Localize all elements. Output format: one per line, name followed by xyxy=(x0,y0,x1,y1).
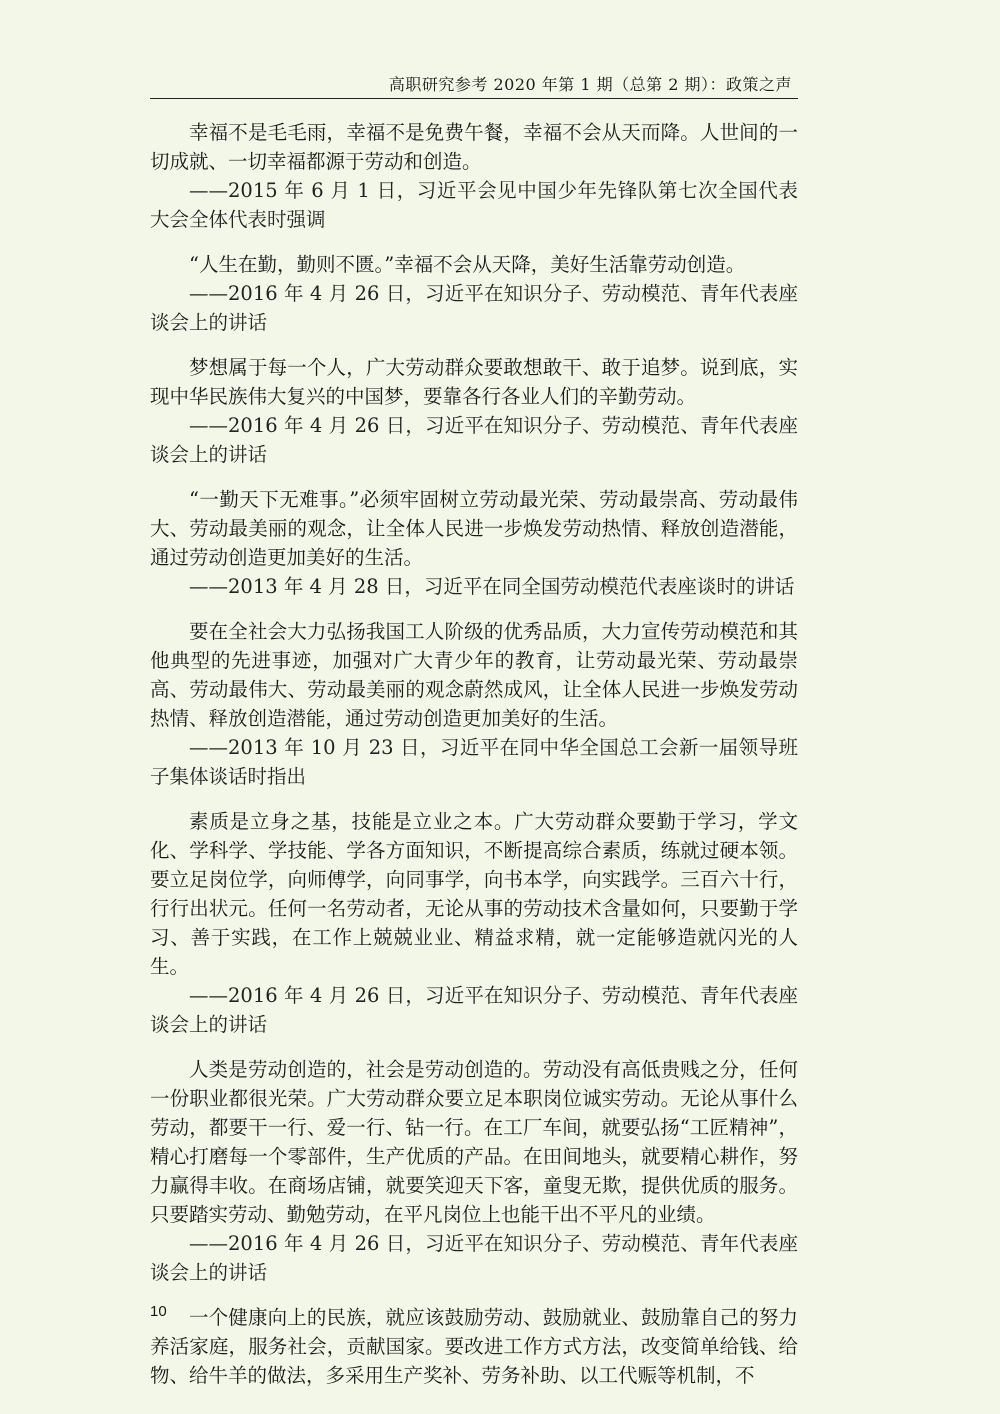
quote-text: “人生在勤，勤则不匮。”幸福不会从天降，美好生活靠劳动创造。 xyxy=(189,253,746,276)
quote-text: 要在全社会大力弘扬我国工人阶级的优秀品质，大力宣传劳动模范和其他典型的先进事迹，加强对广大青少年的教育，让劳动最光荣、劳动最崇高、劳动最伟大、劳动最美丽的观念蔚然成风，让全体人民进一步焕发劳动热情、释放创造潜能，通过劳动创造更加美好的生活。 xyxy=(150,620,798,730)
quote-entry xyxy=(150,1055,798,1287)
quote-source: ——2016 年 4 月 26 日，习近平在知识分子、劳动模范、青年代表座谈会上的讲话 xyxy=(150,414,798,466)
quote-entry xyxy=(150,807,798,1039)
article-body xyxy=(150,118,798,1390)
quote-entry xyxy=(150,250,798,337)
quote-entry xyxy=(150,353,798,469)
quote-text: 幸福不是毛毛雨，幸福不是免费午餐，幸福不会从天而降。人世间的一切成就、一切幸福都源于劳动和创造。 xyxy=(150,121,798,173)
quote-text: “一勤天下无难事。”必须牢固树立劳动最光荣、劳动最崇高、劳动最伟大、劳动最美丽的观念，让全体人民进一步焕发劳动热情、释放创造潜能，通过劳动创造更加美好的生活。 xyxy=(150,488,798,569)
quote-source: ——2016 年 4 月 26 日，习近平在知识分子、劳动模范、青年代表座谈会上的讲话 xyxy=(150,1232,798,1284)
quote-entry xyxy=(150,485,798,601)
quote-entry xyxy=(150,617,798,791)
page-number: 10 xyxy=(150,1303,167,1320)
quote-entry xyxy=(150,1303,798,1390)
quote-text: 素质是立身之基，技能是立业之本。广大劳动群众要勤于学习，学文化、学科学、学技能、学各方面知识，不断提高综合素质，练就过硬本领。要立足岗位学，向师傅学，向同事学，向书本学，向实践学。三百六十行，行行出状元。任何一名劳动者，无论从事的劳动技术含量如何，只要勤于学习、善于实践，在工作上兢兢业业、精益求精，就一定能够造就闪光的人生。 xyxy=(150,810,798,978)
quote-source: ——2015 年 6 月 1 日，习近平会见中国少年先锋队第七次全国代表大会全体代表时强调 xyxy=(150,179,798,231)
quote-source: ——2016 年 4 月 26 日，习近平在知识分子、劳动模范、青年代表座谈会上的讲话 xyxy=(150,282,798,334)
quote-source: ——2013 年 10 月 23 日，习近平在同中华全国总工会新一届领导班子集体谈话时指出 xyxy=(150,736,798,788)
quote-source: ——2016 年 4 月 26 日，习近平在知识分子、劳动模范、青年代表座谈会上的讲话 xyxy=(150,984,798,1036)
running-header xyxy=(150,70,798,99)
running-header-title: 高职研究参考 2020 年第 1 期（总第 2 期）：政策之声 xyxy=(388,75,792,94)
quote-text: 梦想属于每一个人，广大劳动群众要敢想敢干、敢于追梦。说到底，实现中华民族伟大复兴的中国梦，要靠各行各业人们的辛勤劳动。 xyxy=(150,356,798,408)
quote-source: ——2013 年 4 月 28 日，习近平在同全国劳动模范代表座谈时的讲话 xyxy=(189,575,795,598)
quote-text: 一个健康向上的民族，就应该鼓励劳动、鼓励就业、鼓励靠自己的努力养活家庭，服务社会，贡献国家。要改进工作方式方法，改变简单给钱、给物、给牛羊的做法，多采用生产奖补、劳务补助、以工代赈等机制，不 xyxy=(150,1306,798,1387)
quote-entry xyxy=(150,118,798,234)
quote-text: 人类是劳动创造的，社会是劳动创造的。劳动没有高低贵贱之分，任何一份职业都很光荣。广大劳动群众要立足本职岗位诚实劳动。无论从事什么劳动，都要干一行、爱一行、钻一行。在工厂车间，就要弘扬“工匠精神”，精心打磨每一个零部件，生产优质的产品。在田间地头，就要精心耕作，努力赢得丰收。在商场店铺，就要笑迎天下客，童叟无欺，提供优质的服务。只要踏实劳动、勤勉劳动，在平凡岗位上也能干出不平凡的业绩。 xyxy=(150,1058,798,1226)
